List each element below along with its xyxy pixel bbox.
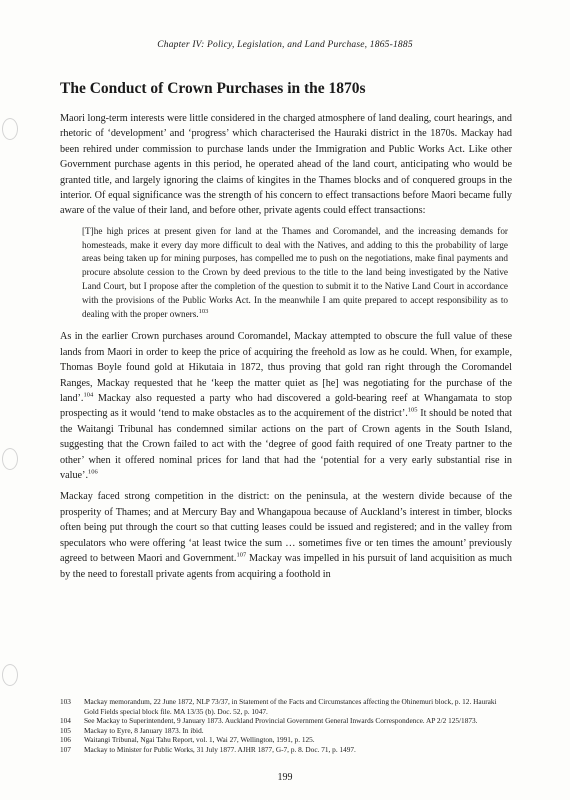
footnote-ref[interactable]: 106 [88, 468, 98, 476]
footnote-ref[interactable]: 105 [407, 407, 418, 415]
footnote [60, 726, 512, 736]
running-head: Chapter IV: Policy, Legislation, and Land Purchase, 1865-1885 [157, 40, 413, 50]
section-heading: The Conduct of Crown Purchases in the 1870s [60, 80, 366, 97]
footnote-number: 105 [60, 725, 71, 735]
footnote-text: Mackay memorandum, 22 June 1872, NLP 73/37, in Statement of the Facts and Circumstances affecting the Ohinemuri block, p. 12. Hauraki Gold Fields special block file. MA 13/35 (b). Doc. 52, p. 1047. [84, 697, 497, 716]
paragraph: Maori long-term interests were little considered in the charged atmosphere of land dealing, court hearings, and rhetoric of ‘development’ and ‘progress’ which characterised the Hauraki district in the 1870s. Mackay had been rehired under commission to purchase lands under the Immigration and Public Works Act. Like other Government purchase agents in this period, he operated ahead of the land court, anticipating who would be granted title, and largely ignoring the claims of kingites in the Thames blocks and of conquered groups in the interior. Of equal significance was the strength of his concern to effect transactions before Maori became fully aware of the value of their land, and before other, private agents could effect transactions: [60, 113, 512, 217]
footnote-ref[interactable]: 107 [236, 551, 247, 559]
footnote [60, 745, 512, 755]
paragraph-text: Mackay was impelled in his pursuit of land acquisition as much by the need to forestall private agents from acquiring a foothold in [60, 553, 513, 580]
footnote-number: 107 [60, 744, 71, 754]
footnote-text: Waitangi Tribunal, Ngai Tahu Report, vol. 1, Wai 27, Wellington, 1991, p. 125. [84, 735, 315, 745]
paragraph [60, 329, 512, 483]
paragraph-text: It should be noted that the Waitangi Tribunal has condemned similar actions on the part of Crown agents in the South Island, suggesting that the Crown failed to act with the ‘degree of good faith required of one Treaty partner to the other’ when it offered nominal prices for land that had the ‘potential for a very early substantial rise in value’. [60, 408, 512, 482]
footnote-ref[interactable]: 104 [83, 391, 94, 399]
quote-text: [T]he high prices at present given for land at the Thames and Coromandel, and the increasing demands for homesteads, make it every day more difficult to deal with the Natives, and adding to this the probability of large areas being taken up for mining purposes, has compelled me to push on the negotiations, make final payments and procure absolute cession to the Crown by deed previous to the title to the land being investigated by the Native Land Court, but I propose after the completion of the question to submit it to the Native Land Court in accordance with the provisions of the Public Works Act. In the meanwhile I am quite prepared to accept responsibility as to dealing with the proper owners. [82, 225, 508, 319]
footnote-number: 106 [60, 735, 71, 745]
block-quote [82, 225, 508, 322]
footnotes [60, 697, 512, 755]
page-number: 199 [277, 772, 293, 783]
punch-hole-mark [2, 664, 18, 686]
body-text [60, 111, 512, 588]
footnote-ref[interactable]: 103 [198, 307, 209, 315]
punch-hole-mark [2, 448, 18, 470]
footnote-text: Mackay to Eyre, 8 January 1873. In ibid. [84, 725, 204, 735]
footnote [60, 716, 512, 726]
footnote [60, 697, 512, 716]
footnote-number: 103 [60, 697, 71, 706]
paragraph-text: Mackay also requested a party who had discovered a gold-bearing reef at Whangamata to stop prospecting as it would ‘tend to make obstacles as to the acquirement of the district’. [60, 393, 512, 420]
paragraph-text: As in the earlier Crown purchases around Coromandel, Mackay attempted to obscure the full value of these lands from Maori in order to keep the price of acquiring the freehold as low as he could. When, for example, Thomas Boyle found gold at Hikutaia in 1872, thus proving that gold ran right through the Coromandel Ranges, Mackay requested that he ‘keep the matter quiet as [he] was negotiating for the purchase of the land’. [60, 331, 512, 405]
paragraph [60, 489, 512, 581]
footnote-text: Mackay to Minister for Public Works, 31 July 1877. AJHR 1877, G-7, p. 8. Doc. 71, p. 1497. [84, 744, 356, 754]
footnote-number: 104 [60, 716, 71, 726]
paragraph-text: Mackay faced strong competition in the district: on the peninsula, at the western divide because of the prosperity of Thames; and at Mercury Bay and Whangapoua because of Auckland’s interest in timber, blocks often being put through the court so that cutting leases could be issued and registered; and in the valley from speculators who were offering ‘at least twice the sum … sometimes five or ten times the amount’ previously agreed to between Maori and Government. [60, 491, 512, 565]
footnote [60, 735, 512, 745]
punch-hole-mark [2, 118, 18, 140]
footnote-text: See Mackay to Superintendent, 9 January 1873. Auckland Provincial Government General Inwards Correspondence. AP 2/2 125/1873. [84, 716, 478, 726]
